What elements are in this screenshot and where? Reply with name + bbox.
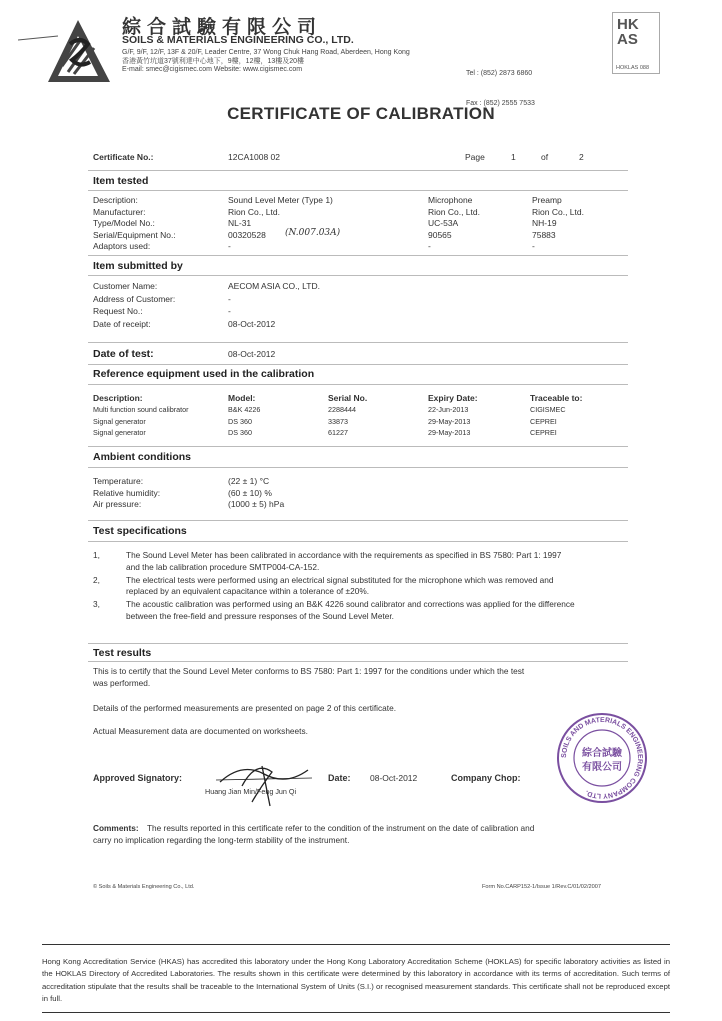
spec-line-2: and the lab calibration procedure SMTP004-CA-152.	[126, 561, 320, 572]
reference-cell: Signal generator	[93, 428, 146, 437]
email-website: E-mail: smec@cigismec.com Website: www.cigismec.com	[122, 66, 303, 73]
item-tested-label: Type/Model No.:	[93, 218, 155, 228]
spec-number: 1,	[93, 550, 100, 560]
results-heading: Test results	[93, 647, 152, 659]
approval-date-label: Date:	[328, 773, 351, 783]
approval-date-value: 08-Oct-2012	[370, 773, 418, 783]
hoklas-number: HOKLAS 088	[616, 65, 650, 71]
item-submitted-value: AECOM ASIA CO., LTD.	[228, 281, 320, 291]
ambient-heading: Ambient conditions	[93, 451, 191, 463]
certificate-no-value: 12CA1008 02	[228, 152, 280, 162]
reference-cell: 29-May-2013	[428, 416, 471, 426]
copyright-note: © Soils & Materials Engineering Co., Ltd.	[93, 884, 195, 890]
certificate-no-label: Certificate No.:	[93, 152, 154, 162]
item-tested-label: Description:	[93, 195, 138, 205]
reference-cell: CEPREI	[530, 428, 557, 437]
hkas-logo-text: HKAS	[617, 16, 639, 48]
item-tested-preamp-value: -	[532, 241, 535, 251]
reference-cell: 61227	[328, 428, 348, 437]
hkas-logo	[612, 12, 660, 74]
telephone: Tel : (852) 2873 6860	[466, 70, 533, 77]
reference-cell: 29-May-2013	[428, 428, 471, 437]
spec-line-1: The acoustic calibration was performed using an B&K 4226 sound calibrator and corrections was applied for the difference	[126, 599, 575, 609]
reference-cell: Signal generator	[93, 416, 146, 426]
divider	[88, 643, 628, 644]
item-tested-microphone-value: -	[428, 241, 431, 251]
reference-heading: Reference equipment used in the calibration	[93, 368, 315, 380]
page-total: 2	[579, 152, 584, 162]
stamp-inner-2: 有限公司	[582, 762, 622, 773]
company-name-english: SOILS & MATERIALS ENGINEERING CO., LTD.	[122, 34, 354, 46]
item-tested-microphone-value: 90565	[428, 229, 452, 240]
stamp-ring-text: SOILS AND MATERIALS ENGINEERING COMPANY LTD.	[560, 716, 644, 800]
item-submitted-value: -	[228, 293, 231, 304]
divider	[88, 342, 628, 343]
comments	[93, 822, 633, 846]
item-tested-slm-value: -	[228, 241, 231, 251]
fax: Fax : (852) 2555 7533	[466, 100, 535, 107]
certificate-title: CERTIFICATE OF CALIBRATION	[227, 104, 495, 123]
results-statement	[93, 665, 633, 689]
divider	[88, 520, 628, 521]
comments-line-2: carry no implication regarding the long-term stability of the instrument.	[93, 835, 350, 845]
reference-cell: DS 360	[228, 428, 252, 437]
form-number: Form No.CARP152-1/Issue 1/Rev.C/01/02/2007	[482, 884, 601, 890]
divider	[88, 661, 628, 662]
divider	[88, 384, 628, 385]
divider	[88, 467, 628, 468]
comments-line-1: The results reported in this certificate refer to the condition of the instrument on the date of calibration and	[146, 823, 535, 833]
divider	[88, 255, 628, 256]
reference-column-header: Model:	[228, 393, 256, 403]
item-submitted-value: 08-Oct-2012	[228, 318, 276, 329]
reference-cell: CIGISMEC	[530, 405, 566, 414]
results-details: Details of the performed measurements are presented on page 2 of this certificate.	[93, 703, 396, 713]
ambient-label: Air pressure:	[93, 499, 142, 509]
approved-signatory-label: Approved Signatory:	[93, 773, 183, 783]
item-tested-heading: Item tested	[93, 175, 149, 187]
signatory-name: Huang Jian Min/Feng Jun Qi	[205, 787, 297, 796]
item-tested-label: Adaptors used:	[93, 241, 151, 251]
ambient-value: (1000 ± 5) hPa	[228, 499, 285, 509]
reference-cell: 2288444	[328, 405, 356, 414]
handwritten-serial-note: (N.007.03A)	[285, 228, 341, 238]
item-tested-preamp-value: 75883	[532, 229, 556, 240]
accreditation-statement: Hong Kong Accreditation Service (HKAS) has accredited this laboratory under the Hong Kong Laboratory Accreditation Scheme (HOKLAS) for specific laboratory activities as listed in the HOKLAS Directory of Accredited Laboratories. The results shown in this certificate were determined by this laboratory in accordance with its terms of accreditation. Such terms of accreditation stipulate that the results shall be traceable to the International System of Units (S.I.) or recognised measurement standards. This certificate shall not be reproduced except in full.	[42, 957, 670, 1003]
stamp-inner-1: 綜合試驗	[582, 748, 622, 759]
divider	[88, 190, 628, 191]
ambient-value: (60 ± 10) %	[228, 487, 272, 498]
item-submitted-label: Date of receipt:	[93, 318, 151, 329]
divider	[88, 170, 628, 171]
address-english: G/F, 9/F, 12/F, 13F & 20/F, Leader Centre, 37 Wong Chuk Hang Road, Aberdeen, Hong Kong	[122, 49, 410, 56]
spec-line-1: The electrical tests were performed using an electrical signal substituted for the microphone which was removed and	[126, 574, 554, 585]
divider	[88, 364, 628, 365]
item-submitted-label: Address of Customer:	[93, 293, 176, 304]
item-submitted-heading: Item submitted by	[93, 260, 183, 272]
item-tested-label: Serial/Equipment No.:	[93, 229, 176, 240]
item-submitted-label: Customer Name:	[93, 281, 158, 291]
spec-number: 2,	[93, 574, 100, 585]
ambient-label: Temperature:	[93, 476, 144, 486]
page-number: 1	[511, 152, 516, 162]
divider	[88, 541, 628, 542]
item-tested-microphone-value: UC-53A	[428, 218, 459, 228]
item-tested-microphone-value: Rion Co., Ltd.	[428, 206, 480, 217]
reference-column-header: Expiry Date:	[428, 393, 478, 403]
reference-cell: Multi function sound calibrator	[93, 405, 189, 414]
item-tested-label: Manufacturer:	[93, 206, 146, 217]
results-line-2: was performed.	[93, 678, 151, 688]
company-chop-label: Company Chop:	[451, 773, 521, 783]
divider	[88, 275, 628, 276]
item-tested-slm-value: 00320528	[228, 229, 266, 240]
reference-cell: 22-Jun-2013	[428, 405, 469, 414]
item-tested-preamp-value: Rion Co., Ltd.	[532, 206, 584, 217]
spec-line-1: The Sound Level Meter has been calibrated in accordance with the requirements as specified in BS 7580: Part 1: 1997	[126, 550, 562, 560]
footer-divider-top	[42, 944, 670, 945]
item-tested-microphone-value: Microphone	[428, 195, 473, 205]
ambient-label: Relative humidity:	[93, 487, 161, 498]
divider	[88, 446, 628, 447]
reference-cell: DS 360	[228, 416, 252, 426]
address-chinese: 香港黃竹坑道37號利達中心地下，9樓，12樓，13樓及20樓	[122, 58, 305, 65]
results-line-1: This is to certify that the Sound Level Meter conforms to BS 7580: Part 1: 1997 for the conditions under which the test	[93, 666, 525, 676]
item-tested-slm-value: Rion Co., Ltd.	[228, 206, 280, 217]
item-tested-slm-value: Sound Level Meter (Type 1)	[228, 195, 333, 205]
reference-column-header: Serial No.	[328, 393, 368, 403]
company-chop-stamp	[556, 712, 648, 804]
item-tested-preamp-value: Preamp	[532, 195, 562, 205]
spec-line-2: between the free-field and pressure responses of the Sound Level Meter.	[126, 610, 394, 621]
spec-line-2: replaced by an equivalent capacitance within a tolerance of ±20%.	[126, 586, 370, 596]
comments-label: Comments:	[93, 823, 139, 833]
footer-divider-bottom	[42, 1012, 670, 1013]
ambient-value: (22 ± 1) °C	[228, 476, 270, 486]
company-logo	[18, 14, 116, 84]
item-submitted-label: Request No.:	[93, 306, 143, 316]
company-address	[122, 49, 410, 73]
item-tested-preamp-value: NH-19	[532, 218, 557, 228]
signature	[212, 752, 322, 808]
reference-column-header: Description:	[93, 393, 143, 403]
item-submitted-value: -	[228, 306, 231, 316]
item-tested-slm-value: NL-31	[228, 218, 252, 228]
reference-cell: B&K 4226	[228, 405, 261, 414]
date-of-test-label: Date of test:	[93, 348, 154, 360]
company-name-chinese: 綜合試驗有限公司	[122, 16, 323, 38]
reference-column-header: Traceable to:	[530, 393, 583, 403]
specs-heading: Test specifications	[93, 525, 187, 537]
spec-number: 3,	[93, 599, 100, 609]
page-label: Page	[465, 152, 485, 162]
reference-cell: 33873	[328, 416, 348, 426]
of-label: of	[541, 152, 549, 162]
date-of-test-value: 08-Oct-2012	[228, 349, 276, 359]
results-worksheets: Actual Measurement data are documented on worksheets.	[93, 726, 308, 736]
reference-cell: CEPREI	[530, 416, 557, 426]
